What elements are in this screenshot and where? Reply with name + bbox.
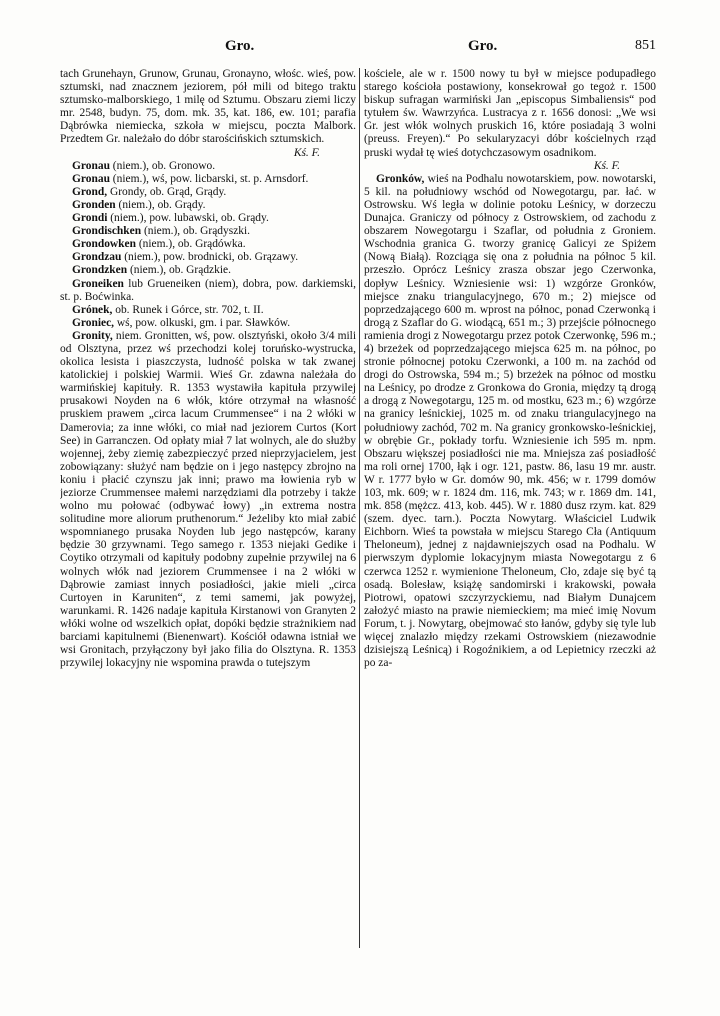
dictionary-entry (60, 160, 356, 173)
page-number: 851 (635, 38, 656, 53)
dictionary-entry (60, 278, 356, 304)
left-continuation-text (60, 68, 356, 160)
entry-text: ob. Runek i Górce, str. 702, t. II. (112, 303, 264, 316)
dictionary-entry (60, 317, 356, 330)
dictionary-entry (60, 304, 356, 317)
entry-text: (niem.), wś, pow. licbarski, st. p. Arnsdorf. (109, 172, 309, 185)
left-entries-list (60, 160, 356, 671)
entry-headword: Gronau (72, 159, 110, 172)
dictionary-entry (60, 212, 356, 225)
entry-headword: Grondzau (72, 251, 122, 264)
dictionary-entry (60, 238, 356, 251)
entry-text: (niem.), ob. Grądy. (115, 198, 206, 211)
entry-text: (niem.), pow. brodnicki, ob. Grązawy. (121, 251, 299, 264)
right-continuation-signature: Kś. F. (593, 159, 620, 172)
header-center-title: Gro. (468, 38, 498, 54)
entry-text: (niem.), pow. lubawski, ob. Grądy. (107, 212, 269, 225)
dictionary-entry (60, 251, 356, 264)
entry-text: Grondy, ob. Grąd, Grądy. (107, 185, 227, 198)
entry-text: wieś na Podhalu nowotarskiem, pow. nowotarski, 5 kil. na południowy wschód od Nowegotargu, par. łać. w Ostrowsku. Wś legła w dolinie potoku Leśnicy, w dorzeczu Dunajca. Graniczy od północy z Ostrowskiem, od zachodu z obszarem Nowegotargu i Szaflar, od południa z Groniem. Wschodnia granica G. tworzy granicę Galicyi ze Spiżem (Nową Białą). Rozciąga się ona z południa na północ 5 kil. przeszło. Oprócz Leśnicy zrasza obszar jego Czerwonka, dopływ Leśnicy. Wzniesienie wsi: 1) wzgórze Gronków, miejsce znaku triangulacyjnego, 670 m.; 2) miejsce od poprzedzającego 600 m. wprost na północ, ponad Czerwonką i drogą z Szaflar do G. wiodącą, 651 m.; 3) przejście północnego ramienia drogi z Nowegotargu przez potok Czerwonkę, 596 m.; 4) brzeżek od poprzedzającego miejsca 625 m. na północ, po stronie północnej potoku Czerwonki, a 100 m. na zachód od drogi do Ostrowska, 594 m.; 5) brzeżek na północ od mostku na Leśnicy, po drodze z Gronkowa do Gronia, między tą drogą a drogą z Nowegotargu, 125 m. od mostku, 623 m.; 6) wzgórze na granicy leśnickiej, 1025 m. od znaku triangulacyjnego na południowy zachód, 702 m. Na granicy gronkowsko-leśnickiej, w obrębie Gr., pokłady torfu. Wzniesienie ich 595 m. npm. Obszaru większej posiadłości nie ma. Mniejsza zaś posiadłość ma roli ornej 1700, łąk i ogr. 121, pastw. 86, lasu 19 mr. austr. W r. 1777 było w Gr. domów 90, mk. 456; w r. 1799 domów 103, mk. 609; w r. 1824 dm. 116, mk. 743; w r. 1869 dm. 141, mk. 858 (mężcz. 413, kob. 445). W r. 1880 dusz rzym. kat. 829 (szem. dyec. tarn.). Poczta Nowytarg. Właściciel Ludwik Eichborn. Wieś ta powstała w miejscu Starego Cła (Antiquum Theloneum), jednej z najdawniejszych osad na Podhalu. W pierwszym dyplomie lokacyjnym miasta Nowegotargu z 6 czerwca 1252 r. wymienione Theloneum, Cło, zdaje się być tą osadą. Bolesław, książę sandomirski i krakowski, powała Piotrowi, opatowi szczyrzyckiemu, nad Białym Dunajcem założyć miasto na prawie niemieckiem; ma mieć imię Novum Forum, t. j. Nowytarg, obejmować sto łanów, gdyby się tyle lub więcej znalazło między rzekami Ostrowskiem (niezawodnie dzisiejszą Leśnicą) i Rogoźnikiem, a od Lepietnicy rzeczki aż po za- (364, 172, 656, 670)
dictionary-entry (60, 173, 356, 186)
entry-headword: Grondzken (72, 264, 128, 277)
left-column (60, 68, 356, 1008)
entry-headword: Grondi (72, 212, 108, 225)
entry-headword: Grondowken (72, 238, 136, 251)
entry-text: lub Grueneiken (niem), dobra, pow. darkiemski, st. p. Boćwinka. (60, 277, 356, 303)
entry-headword: Groniec, (72, 316, 115, 329)
right-continuation-body: kościele, ale w r. 1500 nowy tu był w miejsce podupadłego starego kościoła postawiony, konsekrował go tegoż r. 1500 biskup sufragan warmiński Jan „episcopus Simbaliensis“ pod tytułem św. Wawrzyńca. Lustracya z r. 1656 donosi: „We wsi Gr. jest włók wolnych pruskich 16, które posiadają 3 wolni (preuss. Freyen).“ Po sekularyzacyi dóbr kościelnych rząd pruski wydał tę wieś dotychczasowym osadnikom. (364, 68, 656, 159)
entry-headword: Grondischken (72, 225, 142, 238)
entry-headword: Groneiken (72, 277, 124, 290)
entry-headword: Gronden (72, 198, 116, 211)
dictionary-entry (60, 225, 356, 238)
entry-headword: Grónek, (72, 303, 113, 316)
entry-headword: Gronity, (72, 329, 113, 342)
entry-text: niem. Gronitten, wś, pow. olsztyński, około 3/4 mili od Olsztyna, przez wś przechodzi kolej toruńsko-wystrucka, okolica lesista i piaszczysta, ludność polska w tak zwanej katolickiej i polskiej Warmii. Wieś Gr. zdawna należała do warmińskiej kapituły. R. 1353 wystawiła kapituła przywilej prusakowi Noyden na 6 włók, które otrzymał na własność pruskiem prawem „circa lacum Crummensee“ i na 2 włóki w Damerovia; za inne włóki, co miał nad jeziorem Curtos (Kort See) in Garranczen. Od opłaty miał 7 lat wolnych, ale do służby wojennej, żeby ziemię zabezpieczyć przed nieprzyjacielem, jest zobowiązany: służyć nam będzie on i jego następcy zbrojno na koniu i płacić czynszu jak inni; prawo ma łowienia ryb w jeziorze Crummensee małemi narzędziami dla potrzeby i także wolno mu połować (odbywać łowy) „in extrema nostra solitudine more aliorum pruthenorum.“ Jeżeliby kto miał zabić wspomnianego prusaka Noyden lub jego następców, karany będzie 30 grzywnami. Tego samego r. 1353 niejaki Gedike i Coytiko otrzymali od kapituły podobny zupełnie przywilej na 6 wolnych włók nad jeziorem Crummensee i na 2 włóki w Dąbrowie zamiast innych posiadłości, jakie mieli „circa Curtoyen in Karuniten“, z temi samemi, jak powyżej, warunkami. R. 1426 nadaje kapituła Kirstanowi von Granyten 2 włóki wolne od wszelkich opłat, dopóki będzie strażnikiem nad barciami kapitulnemi (Bienenwart). Kościół odawna istniał we wsi Gronitach, przyłączony był jako filia do Olsztyna. R. 1353 przywilej lokacyjny nie wspomina prawda o tutejszym (60, 329, 356, 670)
header-left-title: Gro. (225, 38, 255, 54)
entry-headword: Grond, (72, 185, 108, 198)
entry-text: (niem.), ob. Grądówka. (135, 238, 246, 251)
running-header (60, 36, 656, 58)
right-column (364, 68, 656, 1008)
left-continuation-body: tach Grunehayn, Grunow, Grunau, Gronayno, włośc. wieś, pow. sztumski, nad znacznem jeziorem, pół mili od bitego traktu sztumsko-malborskiego, 1 milę od Sztumu. Obszaru ziemi liczy mr. 2548, budyn. 75, dom. mk. 35, kat. 186, ew. 101; parafia Dąbrówka niemiecka, szkoła w miejscu, poczta Malbork. Przedtem Gr. należało do dóbr starościńskich sztumskich. (60, 68, 356, 146)
entry-text: wś, pow. olkuski, gm. i par. Sławków. (114, 316, 291, 329)
entry-headword: Gronków, (376, 172, 425, 185)
dictionary-entry (364, 173, 656, 671)
entry-text: (niem.), ob. Grądzkie. (127, 264, 231, 277)
entry-text: (niem.), ob. Grądyszki. (141, 225, 251, 238)
right-continuation-text (364, 68, 656, 173)
entry-headword: Gronau (72, 172, 110, 185)
entry-text: (niem.), ob. Gronowo. (109, 159, 216, 172)
dictionary-entry (60, 264, 356, 277)
left-continuation-signature: Kś. F. (293, 146, 320, 159)
right-entries-list (364, 173, 656, 671)
column-divider (359, 68, 360, 948)
dictionary-entry (60, 186, 356, 199)
dictionary-entry (60, 199, 356, 212)
dictionary-entry (60, 330, 356, 670)
